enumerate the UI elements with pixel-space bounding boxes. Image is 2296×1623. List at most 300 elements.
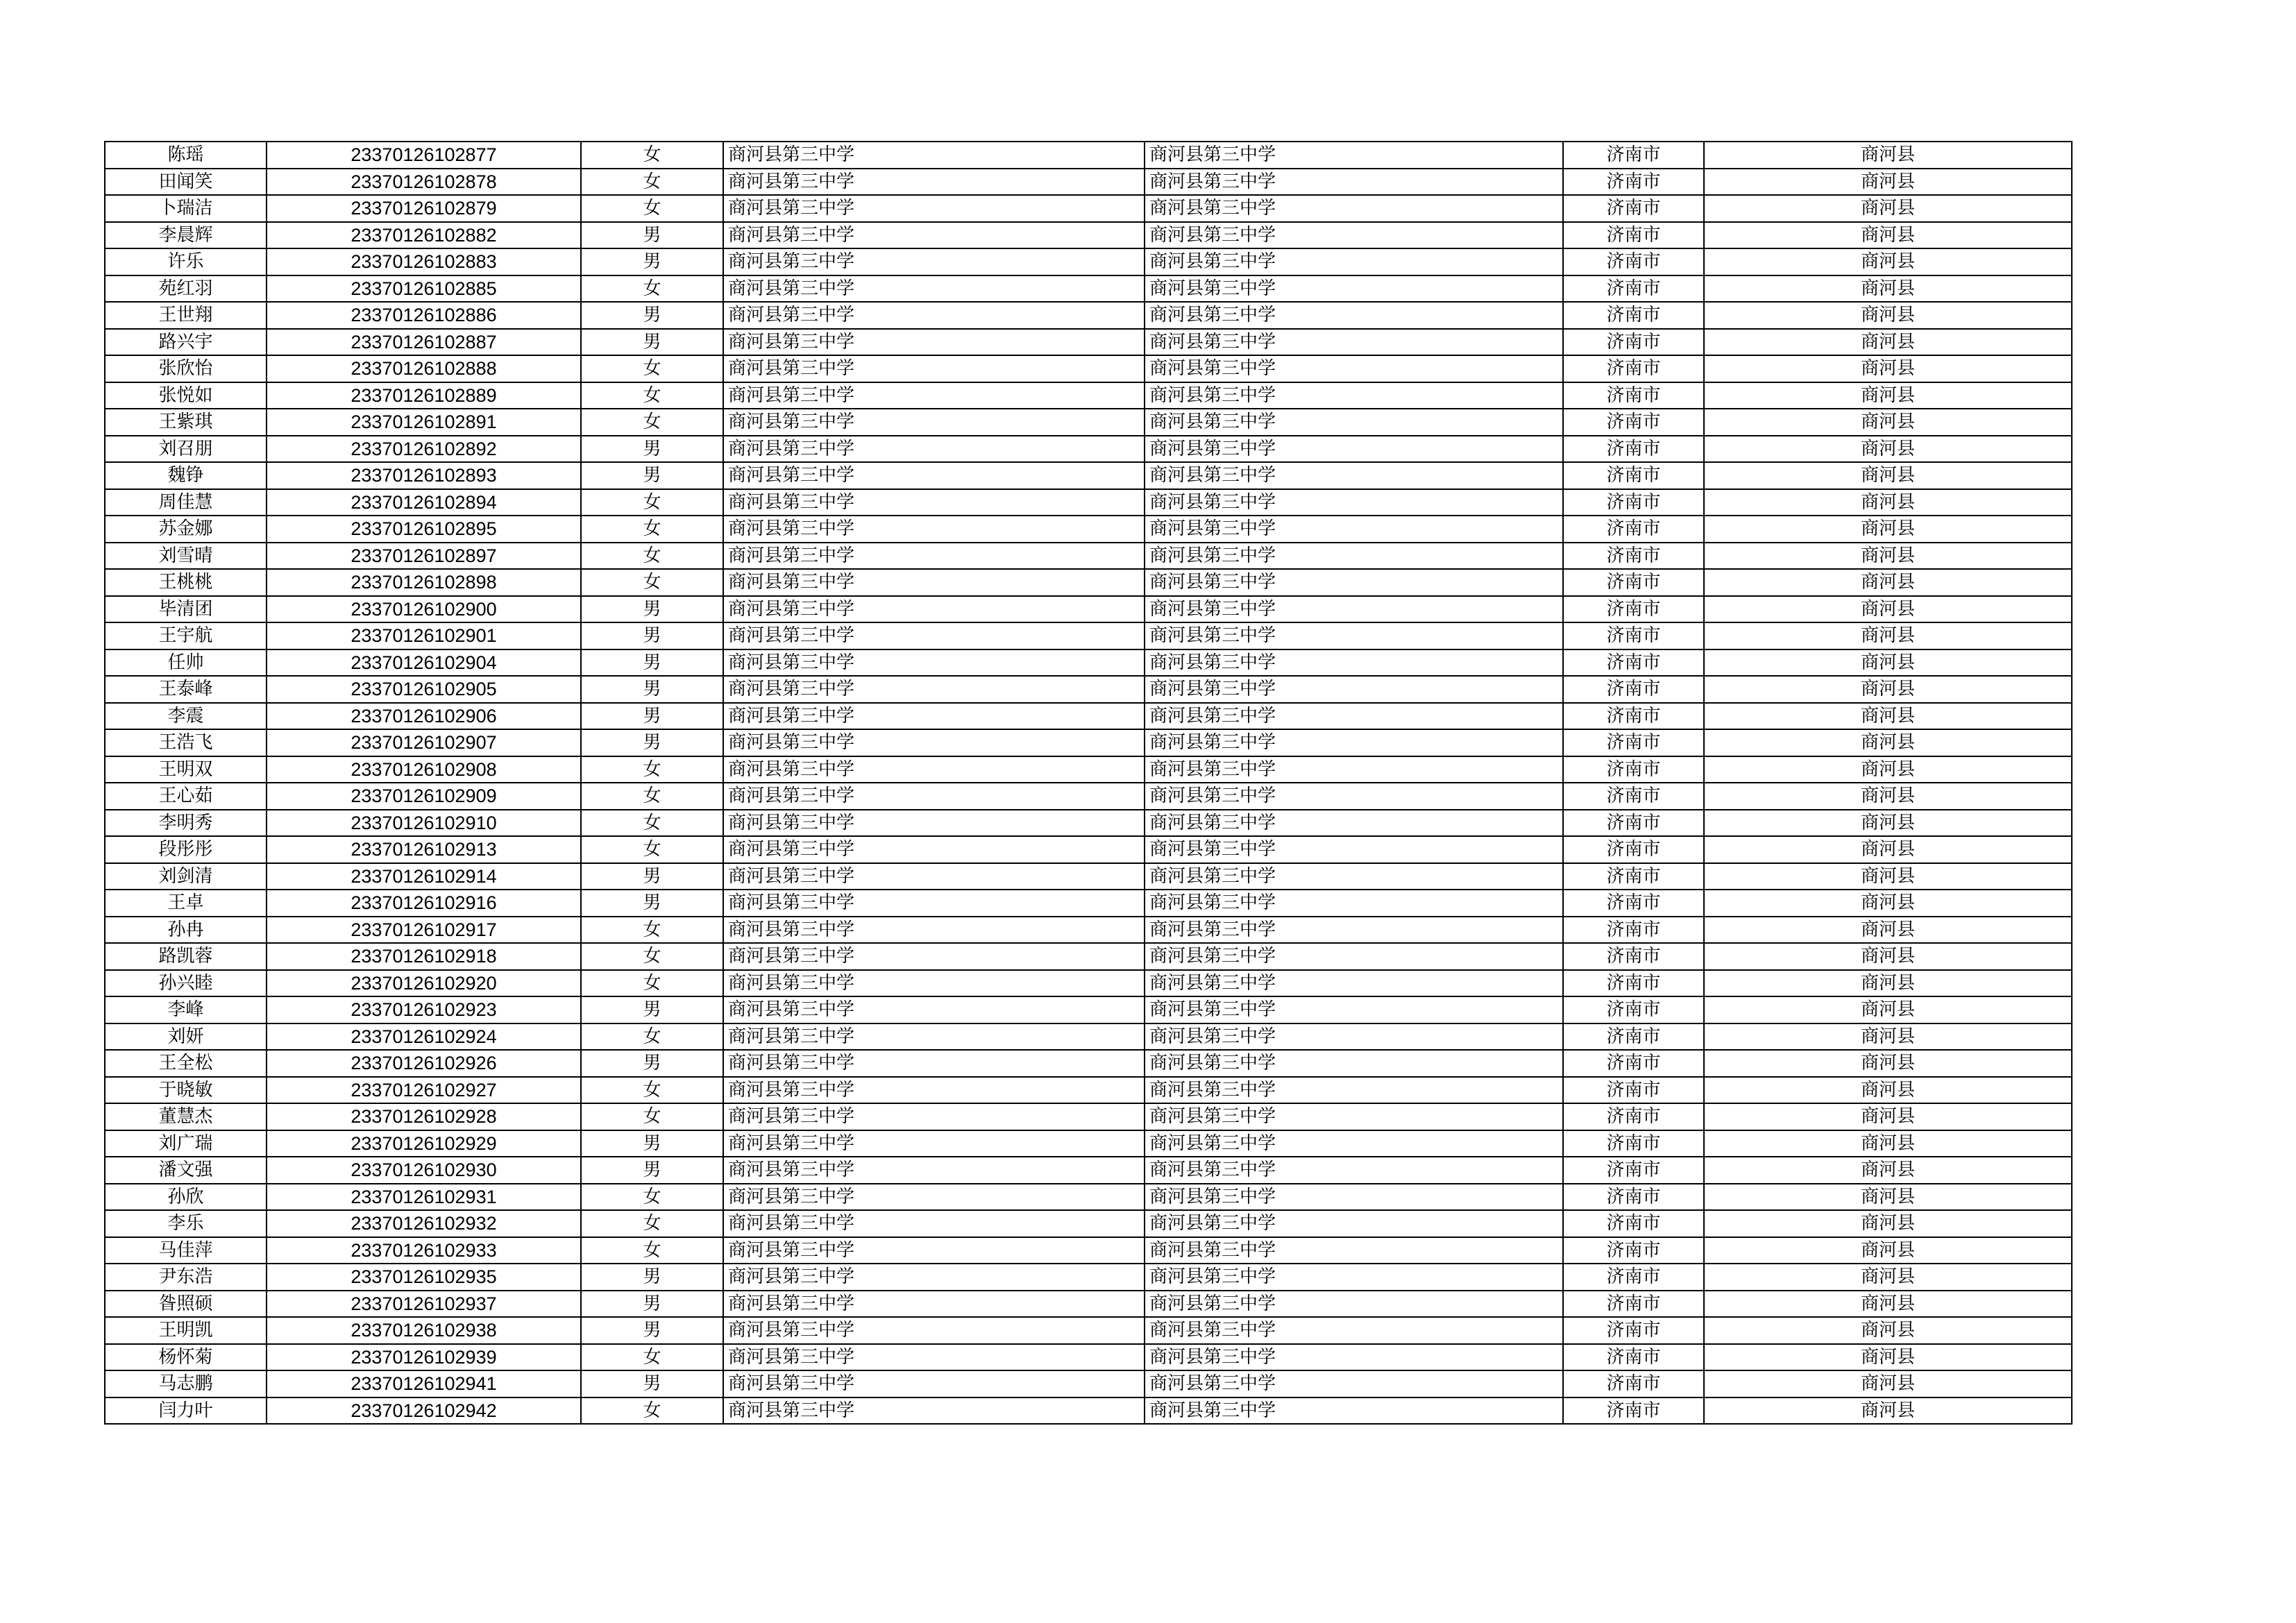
- cell-gender: 女: [581, 836, 723, 863]
- cell-gender: 女: [581, 756, 723, 783]
- cell-city: 济南市: [1563, 1344, 1704, 1371]
- cell-county: 商河县: [1704, 382, 2072, 409]
- cell-name: 李明秀: [105, 810, 267, 837]
- cell-gender: 男: [581, 596, 723, 623]
- cell-city: 济南市: [1563, 890, 1704, 917]
- cell-name: 苑红羽: [105, 275, 267, 303]
- cell-gender: 男: [581, 676, 723, 703]
- cell-county: 商河县: [1704, 703, 2072, 730]
- cell-name: 刘召朋: [105, 436, 267, 463]
- cell-city: 济南市: [1563, 409, 1704, 436]
- cell-exam-id: 23370126102920: [267, 970, 581, 997]
- cell-name: 王世翔: [105, 302, 267, 329]
- cell-exam-id: 23370126102901: [267, 622, 581, 649]
- table-row: [105, 142, 2072, 169]
- table-row: [105, 649, 2072, 677]
- cell-exam-id: 23370126102894: [267, 489, 581, 516]
- cell-gender: 女: [581, 142, 723, 169]
- cell-graduating-school: 商河县第三中学: [1145, 622, 1563, 649]
- cell-graduating-school: 商河县第三中学: [1145, 890, 1563, 917]
- cell-school: 商河县第三中学: [723, 355, 1145, 382]
- table-row: [105, 516, 2072, 543]
- cell-graduating-school: 商河县第三中学: [1145, 1157, 1563, 1184]
- cell-name: 马佳萍: [105, 1237, 267, 1264]
- cell-county: 商河县: [1704, 1103, 2072, 1130]
- cell-exam-id: 23370126102928: [267, 1103, 581, 1130]
- table-row: [105, 917, 2072, 944]
- cell-county: 商河县: [1704, 890, 2072, 917]
- cell-county: 商河县: [1704, 1130, 2072, 1157]
- cell-graduating-school: 商河县第三中学: [1145, 382, 1563, 409]
- cell-city: 济南市: [1563, 169, 1704, 196]
- table-row: [105, 1210, 2072, 1237]
- cell-exam-id: 23370126102882: [267, 222, 581, 249]
- cell-school: 商河县第三中学: [723, 756, 1145, 783]
- cell-gender: 男: [581, 649, 723, 677]
- cell-city: 济南市: [1563, 1291, 1704, 1318]
- cell-exam-id: 23370126102933: [267, 1237, 581, 1264]
- cell-city: 济南市: [1563, 248, 1704, 275]
- cell-graduating-school: 商河县第三中学: [1145, 1344, 1563, 1371]
- cell-city: 济南市: [1563, 917, 1704, 944]
- cell-gender: 女: [581, 409, 723, 436]
- cell-graduating-school: 商河县第三中学: [1145, 596, 1563, 623]
- cell-name: 王全松: [105, 1050, 267, 1077]
- cell-exam-id: 23370126102913: [267, 836, 581, 863]
- cell-graduating-school: 商河县第三中学: [1145, 729, 1563, 756]
- cell-gender: 女: [581, 1237, 723, 1264]
- table-row: [105, 756, 2072, 783]
- cell-school: 商河县第三中学: [723, 142, 1145, 169]
- cell-city: 济南市: [1563, 1077, 1704, 1104]
- cell-name: 杨怀菊: [105, 1344, 267, 1371]
- cell-county: 商河县: [1704, 275, 2072, 303]
- cell-county: 商河县: [1704, 596, 2072, 623]
- cell-exam-id: 23370126102885: [267, 275, 581, 303]
- cell-gender: 女: [581, 1344, 723, 1371]
- cell-city: 济南市: [1563, 436, 1704, 463]
- cell-gender: 女: [581, 489, 723, 516]
- cell-city: 济南市: [1563, 943, 1704, 970]
- cell-gender: 男: [581, 1370, 723, 1397]
- table-row: [105, 1291, 2072, 1318]
- cell-exam-id: 23370126102897: [267, 543, 581, 570]
- cell-city: 济南市: [1563, 1023, 1704, 1051]
- cell-city: 济南市: [1563, 329, 1704, 356]
- student-table: [104, 141, 2073, 1425]
- table-row: [105, 436, 2072, 463]
- cell-graduating-school: 商河县第三中学: [1145, 142, 1563, 169]
- cell-gender: 女: [581, 1184, 723, 1211]
- cell-county: 商河县: [1704, 1210, 2072, 1237]
- cell-name: 李峰: [105, 996, 267, 1023]
- cell-exam-id: 23370126102892: [267, 436, 581, 463]
- cell-name: 孙兴睦: [105, 970, 267, 997]
- cell-gender: 女: [581, 1210, 723, 1237]
- cell-graduating-school: 商河县第三中学: [1145, 1103, 1563, 1130]
- cell-county: 商河县: [1704, 1344, 2072, 1371]
- cell-graduating-school: 商河县第三中学: [1145, 1210, 1563, 1237]
- cell-city: 济南市: [1563, 863, 1704, 890]
- cell-name: 田闻笑: [105, 169, 267, 196]
- table-row: [105, 169, 2072, 196]
- table-row: [105, 355, 2072, 382]
- cell-graduating-school: 商河县第三中学: [1145, 543, 1563, 570]
- cell-county: 商河县: [1704, 489, 2072, 516]
- cell-gender: 男: [581, 436, 723, 463]
- cell-city: 济南市: [1563, 783, 1704, 810]
- cell-county: 商河县: [1704, 436, 2072, 463]
- cell-city: 济南市: [1563, 1397, 1704, 1425]
- cell-graduating-school: 商河县第三中学: [1145, 756, 1563, 783]
- cell-gender: 男: [581, 890, 723, 917]
- cell-exam-id: 23370126102929: [267, 1130, 581, 1157]
- cell-gender: 男: [581, 462, 723, 489]
- cell-city: 济南市: [1563, 810, 1704, 837]
- cell-name: 尹东浩: [105, 1264, 267, 1291]
- cell-name: 董慧杰: [105, 1103, 267, 1130]
- table-row: [105, 1397, 2072, 1425]
- cell-gender: 女: [581, 1023, 723, 1051]
- cell-school: 商河县第三中学: [723, 436, 1145, 463]
- table-row: [105, 1237, 2072, 1264]
- cell-county: 商河县: [1704, 1264, 2072, 1291]
- cell-name: 李晨辉: [105, 222, 267, 249]
- table-row: [105, 195, 2072, 222]
- table-row: [105, 943, 2072, 970]
- cell-county: 商河县: [1704, 302, 2072, 329]
- cell-gender: 女: [581, 569, 723, 596]
- cell-gender: 男: [581, 1291, 723, 1318]
- cell-county: 商河县: [1704, 1077, 2072, 1104]
- cell-gender: 女: [581, 355, 723, 382]
- cell-name: 毕清团: [105, 596, 267, 623]
- cell-school: 商河县第三中学: [723, 569, 1145, 596]
- cell-name: 许乐: [105, 248, 267, 275]
- cell-name: 王明双: [105, 756, 267, 783]
- cell-county: 商河县: [1704, 756, 2072, 783]
- cell-city: 济南市: [1563, 382, 1704, 409]
- cell-school: 商河县第三中学: [723, 596, 1145, 623]
- cell-school: 商河县第三中学: [723, 1184, 1145, 1211]
- table-row: [105, 676, 2072, 703]
- cell-exam-id: 23370126102923: [267, 996, 581, 1023]
- cell-county: 商河县: [1704, 329, 2072, 356]
- cell-school: 商河县第三中学: [723, 1157, 1145, 1184]
- table-row: [105, 863, 2072, 890]
- cell-county: 商河县: [1704, 1291, 2072, 1318]
- cell-gender: 男: [581, 729, 723, 756]
- cell-school: 商河县第三中学: [723, 622, 1145, 649]
- cell-gender: 女: [581, 1077, 723, 1104]
- cell-graduating-school: 商河县第三中学: [1145, 222, 1563, 249]
- cell-city: 济南市: [1563, 1130, 1704, 1157]
- cell-graduating-school: 商河县第三中学: [1145, 1370, 1563, 1397]
- cell-exam-id: 23370126102905: [267, 676, 581, 703]
- table-row: [105, 1317, 2072, 1344]
- cell-gender: 男: [581, 302, 723, 329]
- cell-school: 商河县第三中学: [723, 1370, 1145, 1397]
- cell-city: 济南市: [1563, 596, 1704, 623]
- cell-graduating-school: 商河县第三中学: [1145, 1264, 1563, 1291]
- cell-graduating-school: 商河县第三中学: [1145, 676, 1563, 703]
- cell-school: 商河县第三中学: [723, 1237, 1145, 1264]
- cell-school: 商河县第三中学: [723, 169, 1145, 196]
- cell-name: 潘文强: [105, 1157, 267, 1184]
- cell-school: 商河县第三中学: [723, 329, 1145, 356]
- cell-city: 济南市: [1563, 676, 1704, 703]
- cell-county: 商河县: [1704, 1023, 2072, 1051]
- table-row: [105, 810, 2072, 837]
- cell-gender: 男: [581, 222, 723, 249]
- table-row: [105, 1370, 2072, 1397]
- cell-school: 商河县第三中学: [723, 302, 1145, 329]
- cell-city: 济南市: [1563, 1103, 1704, 1130]
- cell-school: 商河县第三中学: [723, 1317, 1145, 1344]
- cell-county: 商河县: [1704, 1050, 2072, 1077]
- cell-school: 商河县第三中学: [723, 409, 1145, 436]
- cell-city: 济南市: [1563, 142, 1704, 169]
- table-row: [105, 409, 2072, 436]
- cell-county: 商河县: [1704, 783, 2072, 810]
- cell-exam-id: 23370126102914: [267, 863, 581, 890]
- cell-graduating-school: 商河县第三中学: [1145, 169, 1563, 196]
- cell-exam-id: 23370126102908: [267, 756, 581, 783]
- cell-school: 商河县第三中学: [723, 917, 1145, 944]
- table-row: [105, 1023, 2072, 1051]
- cell-exam-id: 23370126102926: [267, 1050, 581, 1077]
- cell-name: 苏金娜: [105, 516, 267, 543]
- cell-exam-id: 23370126102878: [267, 169, 581, 196]
- cell-city: 济南市: [1563, 516, 1704, 543]
- cell-exam-id: 23370126102910: [267, 810, 581, 837]
- cell-name: 孙冉: [105, 917, 267, 944]
- cell-school: 商河县第三中学: [723, 810, 1145, 837]
- cell-city: 济南市: [1563, 1184, 1704, 1211]
- cell-county: 商河县: [1704, 943, 2072, 970]
- cell-city: 济南市: [1563, 1210, 1704, 1237]
- cell-exam-id: 23370126102883: [267, 248, 581, 275]
- cell-school: 商河县第三中学: [723, 248, 1145, 275]
- cell-city: 济南市: [1563, 1370, 1704, 1397]
- cell-county: 商河县: [1704, 917, 2072, 944]
- cell-gender: 男: [581, 1050, 723, 1077]
- cell-exam-id: 23370126102887: [267, 329, 581, 356]
- table-row: [105, 622, 2072, 649]
- cell-exam-id: 23370126102907: [267, 729, 581, 756]
- table-row: [105, 783, 2072, 810]
- table-row: [105, 836, 2072, 863]
- cell-city: 济南市: [1563, 622, 1704, 649]
- cell-county: 商河县: [1704, 543, 2072, 570]
- table-row: [105, 996, 2072, 1023]
- cell-name: 马志鹏: [105, 1370, 267, 1397]
- cell-city: 济南市: [1563, 195, 1704, 222]
- cell-graduating-school: 商河县第三中学: [1145, 195, 1563, 222]
- cell-exam-id: 23370126102938: [267, 1317, 581, 1344]
- cell-school: 商河县第三中学: [723, 275, 1145, 303]
- cell-name: 王明凯: [105, 1317, 267, 1344]
- cell-graduating-school: 商河县第三中学: [1145, 355, 1563, 382]
- cell-graduating-school: 商河县第三中学: [1145, 649, 1563, 677]
- cell-gender: 男: [581, 863, 723, 890]
- table-row: [105, 1264, 2072, 1291]
- cell-graduating-school: 商河县第三中学: [1145, 1130, 1563, 1157]
- cell-county: 商河县: [1704, 1237, 2072, 1264]
- cell-county: 商河县: [1704, 970, 2072, 997]
- table-row: [105, 1184, 2072, 1211]
- cell-exam-id: 23370126102927: [267, 1077, 581, 1104]
- cell-school: 商河县第三中学: [723, 1130, 1145, 1157]
- cell-gender: 女: [581, 195, 723, 222]
- cell-school: 商河县第三中学: [723, 729, 1145, 756]
- table-row: [105, 1344, 2072, 1371]
- cell-county: 商河县: [1704, 676, 2072, 703]
- table-row: [105, 1077, 2072, 1104]
- cell-city: 济南市: [1563, 569, 1704, 596]
- cell-name: 卜瑞洁: [105, 195, 267, 222]
- cell-gender: 女: [581, 810, 723, 837]
- table-row: [105, 596, 2072, 623]
- cell-county: 商河县: [1704, 649, 2072, 677]
- cell-graduating-school: 商河县第三中学: [1145, 996, 1563, 1023]
- cell-graduating-school: 商河县第三中学: [1145, 863, 1563, 890]
- cell-gender: 男: [581, 329, 723, 356]
- cell-graduating-school: 商河县第三中学: [1145, 409, 1563, 436]
- cell-exam-id: 23370126102932: [267, 1210, 581, 1237]
- cell-city: 济南市: [1563, 1237, 1704, 1264]
- cell-graduating-school: 商河县第三中学: [1145, 943, 1563, 970]
- cell-city: 济南市: [1563, 1317, 1704, 1344]
- cell-exam-id: 23370126102893: [267, 462, 581, 489]
- cell-city: 济南市: [1563, 703, 1704, 730]
- cell-county: 商河县: [1704, 1397, 2072, 1425]
- cell-county: 商河县: [1704, 1370, 2072, 1397]
- cell-graduating-school: 商河县第三中学: [1145, 516, 1563, 543]
- cell-gender: 女: [581, 1397, 723, 1425]
- cell-name: 李乐: [105, 1210, 267, 1237]
- cell-graduating-school: 商河县第三中学: [1145, 970, 1563, 997]
- cell-gender: 女: [581, 783, 723, 810]
- cell-school: 商河县第三中学: [723, 970, 1145, 997]
- cell-name: 刘雪晴: [105, 543, 267, 570]
- cell-school: 商河县第三中学: [723, 649, 1145, 677]
- cell-graduating-school: 商河县第三中学: [1145, 1397, 1563, 1425]
- cell-graduating-school: 商河县第三中学: [1145, 436, 1563, 463]
- cell-graduating-school: 商河县第三中学: [1145, 569, 1563, 596]
- cell-gender: 女: [581, 382, 723, 409]
- cell-name: 陈瑶: [105, 142, 267, 169]
- cell-county: 商河县: [1704, 248, 2072, 275]
- cell-name: 任帅: [105, 649, 267, 677]
- cell-name: 昝照硕: [105, 1291, 267, 1318]
- table-row: [105, 1130, 2072, 1157]
- cell-school: 商河县第三中学: [723, 943, 1145, 970]
- cell-exam-id: 23370126102895: [267, 516, 581, 543]
- cell-name: 刘剑清: [105, 863, 267, 890]
- cell-exam-id: 23370126102879: [267, 195, 581, 222]
- cell-graduating-school: 商河县第三中学: [1145, 489, 1563, 516]
- cell-exam-id: 23370126102888: [267, 355, 581, 382]
- cell-county: 商河县: [1704, 516, 2072, 543]
- table-body: [105, 142, 2072, 1424]
- cell-county: 商河县: [1704, 569, 2072, 596]
- cell-county: 商河县: [1704, 169, 2072, 196]
- cell-school: 商河县第三中学: [723, 543, 1145, 570]
- cell-gender: 女: [581, 516, 723, 543]
- cell-gender: 男: [581, 248, 723, 275]
- cell-county: 商河县: [1704, 1157, 2072, 1184]
- cell-school: 商河县第三中学: [723, 703, 1145, 730]
- cell-graduating-school: 商河县第三中学: [1145, 1184, 1563, 1211]
- cell-name: 闫力叶: [105, 1397, 267, 1425]
- cell-exam-id: 23370126102898: [267, 569, 581, 596]
- cell-city: 济南市: [1563, 302, 1704, 329]
- cell-county: 商河县: [1704, 810, 2072, 837]
- cell-school: 商河县第三中学: [723, 1210, 1145, 1237]
- cell-exam-id: 23370126102917: [267, 917, 581, 944]
- table-row: [105, 275, 2072, 303]
- cell-city: 济南市: [1563, 729, 1704, 756]
- cell-graduating-school: 商河县第三中学: [1145, 302, 1563, 329]
- cell-city: 济南市: [1563, 836, 1704, 863]
- cell-county: 商河县: [1704, 462, 2072, 489]
- cell-gender: 男: [581, 1130, 723, 1157]
- table-row: [105, 970, 2072, 997]
- cell-name: 于晓敏: [105, 1077, 267, 1104]
- cell-name: 王泰峰: [105, 676, 267, 703]
- cell-school: 商河县第三中学: [723, 1397, 1145, 1425]
- cell-city: 济南市: [1563, 1264, 1704, 1291]
- cell-city: 济南市: [1563, 756, 1704, 783]
- cell-gender: 男: [581, 1264, 723, 1291]
- table-row: [105, 703, 2072, 730]
- cell-graduating-school: 商河县第三中学: [1145, 836, 1563, 863]
- table-row: [105, 462, 2072, 489]
- cell-school: 商河县第三中学: [723, 382, 1145, 409]
- cell-graduating-school: 商河县第三中学: [1145, 1023, 1563, 1051]
- cell-graduating-school: 商河县第三中学: [1145, 810, 1563, 837]
- cell-county: 商河县: [1704, 622, 2072, 649]
- table-row: [105, 489, 2072, 516]
- cell-county: 商河县: [1704, 409, 2072, 436]
- cell-name: 刘妍: [105, 1023, 267, 1051]
- table-row: [105, 1050, 2072, 1077]
- table-row: [105, 302, 2072, 329]
- cell-gender: 女: [581, 169, 723, 196]
- cell-school: 商河县第三中学: [723, 1077, 1145, 1104]
- cell-name: 魏铮: [105, 462, 267, 489]
- cell-city: 济南市: [1563, 355, 1704, 382]
- cell-school: 商河县第三中学: [723, 890, 1145, 917]
- cell-name: 刘广瑞: [105, 1130, 267, 1157]
- cell-name: 王心茹: [105, 783, 267, 810]
- table-row: [105, 248, 2072, 275]
- cell-school: 商河县第三中学: [723, 996, 1145, 1023]
- cell-name: 王卓: [105, 890, 267, 917]
- table-row: [105, 729, 2072, 756]
- table-row: [105, 569, 2072, 596]
- cell-county: 商河县: [1704, 836, 2072, 863]
- cell-graduating-school: 商河县第三中学: [1145, 1237, 1563, 1264]
- cell-graduating-school: 商河县第三中学: [1145, 1050, 1563, 1077]
- cell-gender: 女: [581, 543, 723, 570]
- cell-name: 张欣怡: [105, 355, 267, 382]
- cell-city: 济南市: [1563, 1157, 1704, 1184]
- cell-exam-id: 23370126102941: [267, 1370, 581, 1397]
- cell-school: 商河县第三中学: [723, 1103, 1145, 1130]
- cell-name: 王浩飞: [105, 729, 267, 756]
